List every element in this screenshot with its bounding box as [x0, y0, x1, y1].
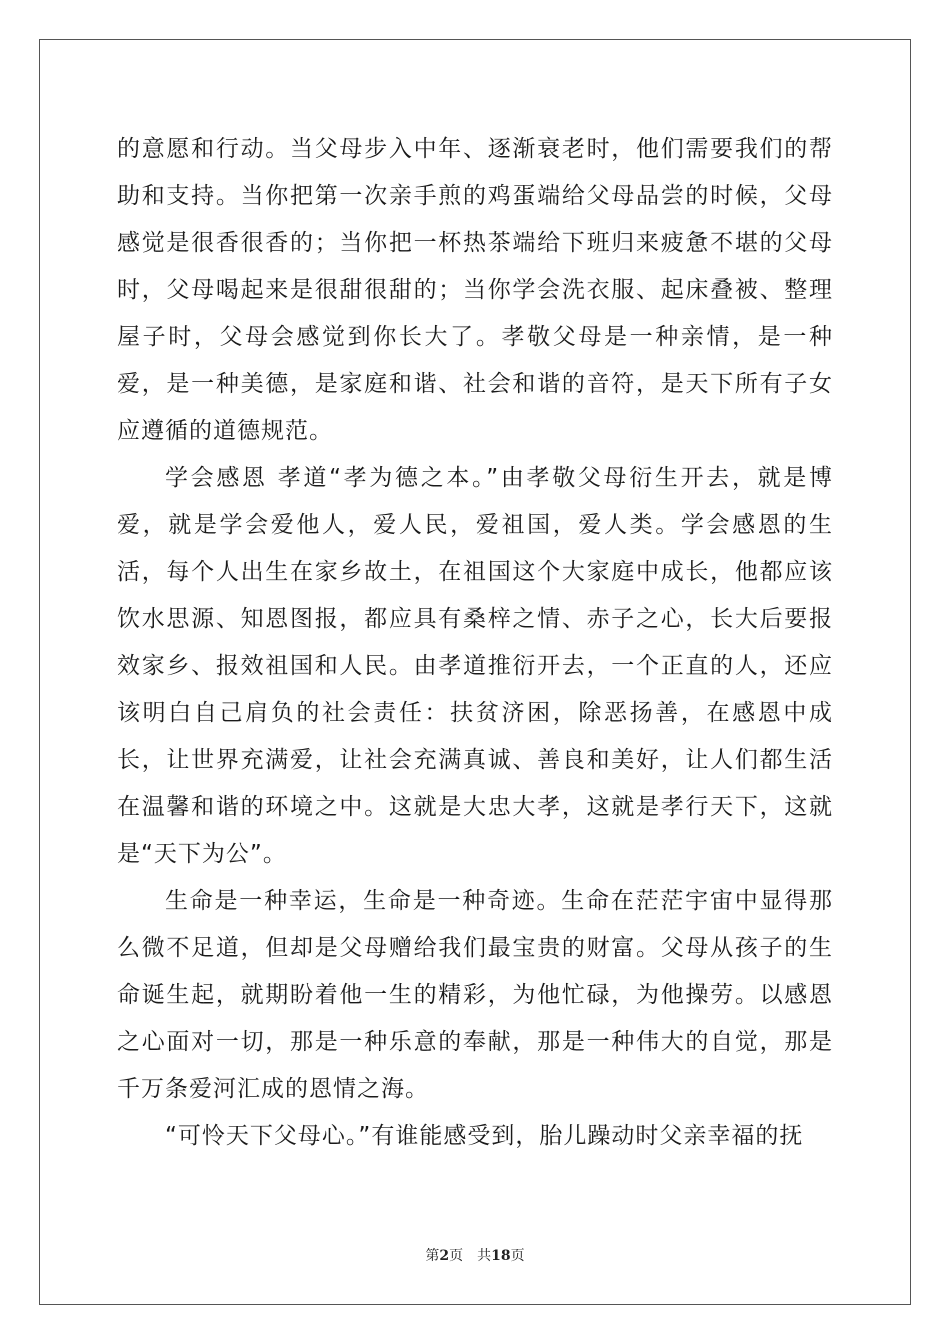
document-body — [117, 126, 833, 1160]
paragraph-life: 生命是一种幸运，生命是一种奇迹。生命在茫茫宇宙中显得那么微不足道，但却是父母赠给我们最宝贵的财富。父母从孩子的生命诞生起，就期盼着他一生的精彩，为他忙碌，为他操劳。以感恩之心面对一切，那是一种乐意的奉献，那是一种伟大的自觉，那是千万条爱河汇成的恩情之海。 — [117, 888, 833, 1102]
page-footer — [0, 1245, 950, 1265]
total-prefix: 共 — [477, 1248, 492, 1264]
total-suffix: 页 — [510, 1248, 525, 1264]
page-suffix: 页 — [449, 1248, 464, 1264]
paragraph-continued: 的意愿和行动。当父母步入中年、逐渐衰老时，他们需要我们的帮助和支持。当你把第一次亲手煎的鸡蛋端给父母品尝的时候，父母感觉是很香很香的；当你把一杯热茶端给下班归来疲惫不堪的父母时，父母喝起来是很甜很甜的；当你学会洗衣服、起床叠被、整理屋子时，父母会感觉到你长大了。孝敬父母是一种亲情，是一种爱，是一种美德，是家庭和谐、社会和谐的音符，是天下所有子女应遵循的道德规范。 — [117, 136, 833, 444]
total-pages: 18 — [491, 1248, 511, 1264]
paragraph-gratitude: 学会感恩 孝道“孝为德之本。”由孝敬父母衍生开去，就是博爱，就是学会爱他人，爱人民，爱祖国，爱人类。学会感恩的生活，每个人出生在家乡故土，在祖国这个大家庭中成长，他都应该饮水思源、知恩图报，都应具有桑梓之情、赤子之心，长大后要报效家乡、报效祖国和人民。由孝道推衍开去，一个正直的人，还应该明白自己肩负的社会责任：扶贫济困，除恶扬善，在感恩中成长，让世界充满爱，让社会充满真诚、善良和美好，让人们都生活在温馨和谐的环境之中。这就是大忠大孝，这就是孝行天下，这就是“天下为公”。 — [117, 465, 833, 867]
page-number: 2 — [439, 1248, 450, 1264]
page-prefix: 第 — [425, 1248, 440, 1264]
paragraph-parents-heart: “可怜天下父母心。”有谁能感受到，胎儿躁动时父亲幸福的抚 — [165, 1123, 804, 1149]
